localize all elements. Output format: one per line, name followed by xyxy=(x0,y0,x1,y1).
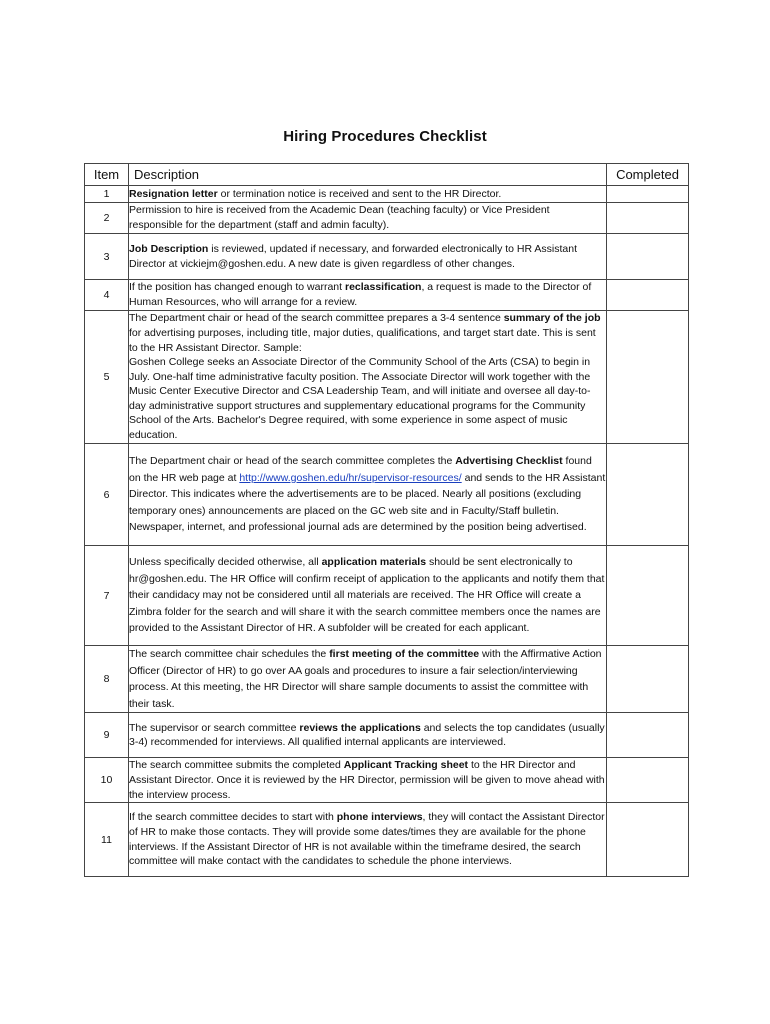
bold-text: reclassification xyxy=(344,281,422,294)
table-row xyxy=(85,311,689,444)
item-description xyxy=(129,280,607,311)
item-description xyxy=(129,186,607,203)
table-row xyxy=(85,234,689,280)
header-description: Description xyxy=(129,164,607,186)
bold-text: summary of the job xyxy=(503,312,601,325)
supervisor-resources-link[interactable]: http://www.goshen.edu/hr/supervisor-resources/ xyxy=(239,471,462,484)
item-number: 9 xyxy=(85,713,129,758)
description-text: and sends to the HR Assistant Director. This indicates where the advertisements are to be placed. Nearly all positions (excluding temporary ones) announcements are placed on the GC web site and in Faculty/Staff bulletin. Newspaper, internet, and professional journal ads are determined by the position being advertised. xyxy=(129,471,606,534)
bold-text: first meeting of the committee xyxy=(329,648,480,660)
completed-cell[interactable] xyxy=(607,444,689,546)
description-text: If the position has changed enough to warrant xyxy=(129,281,345,294)
completed-cell[interactable] xyxy=(607,546,689,646)
item-number: 1 xyxy=(85,186,129,203)
header-item: Item xyxy=(85,164,129,186)
item-number: 11 xyxy=(85,803,129,877)
completed-cell[interactable] xyxy=(607,234,689,280)
completed-cell[interactable] xyxy=(607,203,689,234)
completed-cell[interactable] xyxy=(607,186,689,203)
item-description xyxy=(129,311,607,444)
table-row xyxy=(85,758,689,803)
description-text: , they will contact the Assistant Director of HR to make those contacts. They will provide some dates/times they are available for the phone interviews. If the Assistant Director of HR is not available within the timeframe desired, the search committee will make contact with the candidates to schedule the phone interviews. xyxy=(129,811,605,868)
item-number: 7 xyxy=(85,546,129,646)
item-description xyxy=(129,758,607,803)
item-description xyxy=(129,546,607,646)
description-text: The Department chair or head of the search committee prepares a 3-4 sentence xyxy=(129,312,504,325)
item-number: 8 xyxy=(85,646,129,713)
table-row xyxy=(85,803,689,877)
description-text: or termination notice is received and sent to the HR Director. xyxy=(217,187,502,200)
description-text: Unless specifically decided otherwise, all xyxy=(129,556,322,569)
header-row xyxy=(85,164,689,186)
bold-text: Applicant Tracking sheet xyxy=(343,759,469,772)
table-row xyxy=(85,203,689,234)
description-text: The supervisor or search committee xyxy=(129,721,300,734)
description-text: Permission to hire is received from the Academic Dean (teaching faculty) or Vice President responsible for the department (staff and admin faculty). xyxy=(129,204,550,231)
description-text: If the search committee decides to start with xyxy=(129,811,337,824)
completed-cell[interactable] xyxy=(607,646,689,713)
completed-cell[interactable] xyxy=(607,280,689,311)
bold-text: phone interviews xyxy=(336,811,423,824)
description-text: The search committee submits the completed xyxy=(129,759,344,772)
completed-cell[interactable] xyxy=(607,758,689,803)
description-text: to the HR Director and Assistant Director. Once it is reviewed by the HR Director, permission will be given to move ahead with the interview process. xyxy=(129,759,605,801)
header-completed: Completed xyxy=(607,164,689,186)
item-number: 2 xyxy=(85,203,129,234)
bold-text: Advertising Checklist xyxy=(455,455,563,468)
page-title: Hiring Procedures Checklist xyxy=(283,128,487,145)
item-number: 6 xyxy=(85,444,129,546)
bold-text: Job Description xyxy=(129,242,209,255)
table-row xyxy=(85,444,689,546)
item-number: 3 xyxy=(85,234,129,280)
sample-text: Goshen College seeks an Associate Director of the Community School of the Arts (CSA) to begin in July. One-half time administrative faculty position. The Associate Director will work together with the Music Center Executive Director and CSA Leadership Team, and will initiate and oversee all day-to-day administrative support structures and supplementary educational programs for the Community School of the Arts. Bachelor's Degree required, with some experience in some aspect of music education. xyxy=(129,356,591,442)
item-description xyxy=(129,444,607,546)
table-row xyxy=(85,280,689,311)
description-text: The search committee chair schedules the xyxy=(129,648,330,660)
item-number: 10 xyxy=(85,758,129,803)
table-row xyxy=(85,713,689,758)
description-text: should be sent electronically to hr@goshen.edu. The HR Office will confirm receipt of application to the applicants and notify them that their candidacy may not be considered until all materials are received. The HR Office will create a Zimbra folder for the search and will share it with the search committee members once the names are provided to the Assistant Director of HR. A subfolder will be created for each applicant. xyxy=(129,556,605,635)
description-text: for advertising purposes, including title, major duties, qualifications, and target start date. This is sent to the HR Assistant Director. Sample: xyxy=(129,326,596,354)
item-description xyxy=(129,803,607,877)
completed-cell[interactable] xyxy=(607,311,689,444)
description-text: is reviewed, updated if necessary, and forwarded electronically to HR Assistant Director at vickiejm@goshen.edu. A new date is given regardless of other changes. xyxy=(129,242,578,270)
item-description xyxy=(129,234,607,280)
description-text: The Department chair or head of the search committee completes the xyxy=(129,455,456,468)
bold-text: reviews the applications xyxy=(299,721,421,734)
description-text: found on the HR web page at xyxy=(129,455,592,484)
item-description xyxy=(129,203,607,234)
item-number: 5 xyxy=(85,311,129,444)
item-description xyxy=(129,646,607,713)
description-text: with the Affirmative Action Officer (Director of HR) to go over AA goals and procedures to insure a fair selection/interviewing process. At this meeting, the HR Director will share sample documents to assist the committee with their task. xyxy=(129,648,602,710)
table-row xyxy=(85,186,689,203)
item-description xyxy=(129,713,607,758)
description-text: , a request is made to the Director of Human Resources, who will arrange for a review. xyxy=(129,281,592,308)
checklist-table xyxy=(84,163,689,877)
table-row xyxy=(85,546,689,646)
completed-cell[interactable] xyxy=(607,803,689,877)
completed-cell[interactable] xyxy=(607,713,689,758)
item-number: 4 xyxy=(85,280,129,311)
bold-text: Resignation letter xyxy=(129,187,218,200)
description-text: and selects the top candidates (usually 3-4) recommended for interviews. All qualified internal applicants are interviewed. xyxy=(129,721,605,749)
table-row xyxy=(85,646,689,713)
bold-text: application materials xyxy=(321,556,427,569)
